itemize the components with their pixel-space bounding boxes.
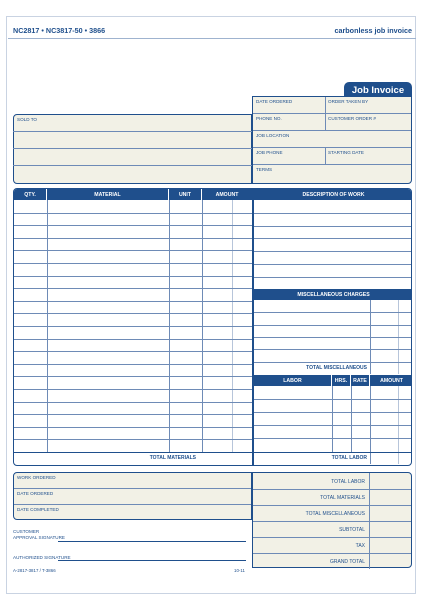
form-subtitle: carbonless job invoice — [334, 26, 412, 35]
col-material: MATERIAL — [47, 189, 169, 200]
col-labor-amount: AMOUNT — [370, 375, 412, 386]
material-row[interactable] — [14, 313, 252, 314]
authorized-signature-label: AUTHORIZED SIGNATURE — [13, 555, 71, 560]
misc-row[interactable] — [254, 349, 412, 350]
misc-row[interactable] — [254, 337, 412, 338]
material-row[interactable] — [14, 427, 252, 428]
authorized-signature-line[interactable] — [58, 560, 246, 561]
sold-to-box[interactable] — [13, 114, 252, 184]
material-row[interactable] — [14, 288, 252, 289]
summary-grand-total: GRAND TOTAL — [329, 559, 365, 565]
date-code: 10-11 — [234, 568, 245, 573]
sold-to-label: SOLD TO — [17, 117, 37, 122]
material-row[interactable] — [14, 439, 252, 440]
misc-row[interactable] — [254, 312, 412, 313]
form-title: Job Invoice — [344, 82, 412, 98]
summary-tax: TAX — [355, 543, 365, 549]
description-header: DESCRIPTION OF WORK — [254, 189, 412, 200]
material-row[interactable] — [14, 402, 252, 403]
material-row[interactable] — [14, 238, 252, 239]
starting-date-label: STARTING DATE — [328, 150, 364, 155]
description-row[interactable] — [254, 251, 412, 252]
labor-row[interactable] — [254, 399, 412, 400]
misc-row[interactable] — [254, 325, 412, 326]
header-rule — [8, 38, 416, 39]
material-row[interactable] — [14, 414, 252, 415]
col-qty: QTY. — [14, 189, 47, 200]
total-misc-label: TOTAL MISCELLANEOUS — [306, 365, 367, 371]
order-taken-by-label: ORDER TAKEN BY — [328, 99, 369, 104]
customer-order-label: CUSTOMER ORDER # — [328, 116, 376, 121]
material-row[interactable] — [14, 301, 252, 302]
material-row[interactable] — [14, 276, 252, 277]
col-unit: UNIT — [169, 189, 202, 200]
description-row[interactable] — [254, 238, 412, 239]
date-ordered-label: DATE ORDERED — [256, 99, 293, 104]
summary-box — [252, 472, 412, 568]
labor-row[interactable] — [254, 425, 412, 426]
labor-row[interactable] — [254, 438, 412, 439]
total-materials-label: TOTAL MATERIALS — [149, 455, 196, 461]
job-location-label: JOB LOCATION — [256, 133, 290, 138]
col-rate: RATE — [351, 375, 370, 386]
work-ordered-label: WORK ORDERED — [17, 475, 56, 480]
date-completed-label: DATE COMPLETED — [17, 507, 59, 512]
col-amount: AMOUNT — [202, 189, 252, 200]
description-row[interactable] — [254, 226, 412, 227]
job-phone-label: JOB PHONE — [256, 150, 283, 155]
customer-approval-label: CUSTOMER APPROVAL SIGNATURE — [13, 529, 65, 540]
material-row[interactable] — [14, 263, 252, 264]
description-row[interactable] — [254, 213, 412, 214]
phone-no-label: PHONE NO. — [256, 116, 282, 121]
description-row[interactable] — [254, 277, 412, 278]
material-row[interactable] — [14, 376, 252, 377]
material-row[interactable] — [14, 250, 252, 251]
product-codes: NC2817 • NC3817-50 • 3866 — [13, 26, 106, 35]
labor-row[interactable] — [254, 412, 412, 413]
material-row[interactable] — [14, 351, 252, 352]
misc-row[interactable] — [254, 362, 412, 363]
material-row[interactable] — [14, 213, 252, 214]
description-row[interactable] — [254, 264, 412, 265]
material-row[interactable] — [14, 225, 252, 226]
summary-total-materials: TOTAL MATERIALS — [320, 495, 365, 501]
order-info-box — [252, 96, 412, 184]
work-dates-box — [13, 472, 252, 520]
form-code: A-2817-3817 / T-3866 — [13, 568, 56, 573]
summary-total-misc: TOTAL MISCELLANEOUS — [305, 511, 365, 517]
col-labor: LABOR — [254, 375, 332, 386]
summary-subtotal: SUBTOTAL — [339, 527, 365, 533]
material-row[interactable] — [14, 364, 252, 365]
total-labor-label: TOTAL LABOR — [331, 455, 367, 461]
material-row[interactable] — [14, 339, 252, 340]
main-table — [13, 188, 412, 466]
material-row[interactable] — [14, 326, 252, 327]
summary-total-labor: TOTAL LABOR — [331, 479, 365, 485]
misc-header: MISCELLANEOUS CHARGES — [254, 289, 412, 300]
bottom-date-ordered-label: DATE ORDERED — [17, 491, 54, 496]
col-hrs: HRS. — [332, 375, 351, 386]
customer-signature-line[interactable] — [58, 541, 246, 542]
material-row[interactable] — [14, 389, 252, 390]
terms-label: TERMS — [256, 167, 273, 172]
